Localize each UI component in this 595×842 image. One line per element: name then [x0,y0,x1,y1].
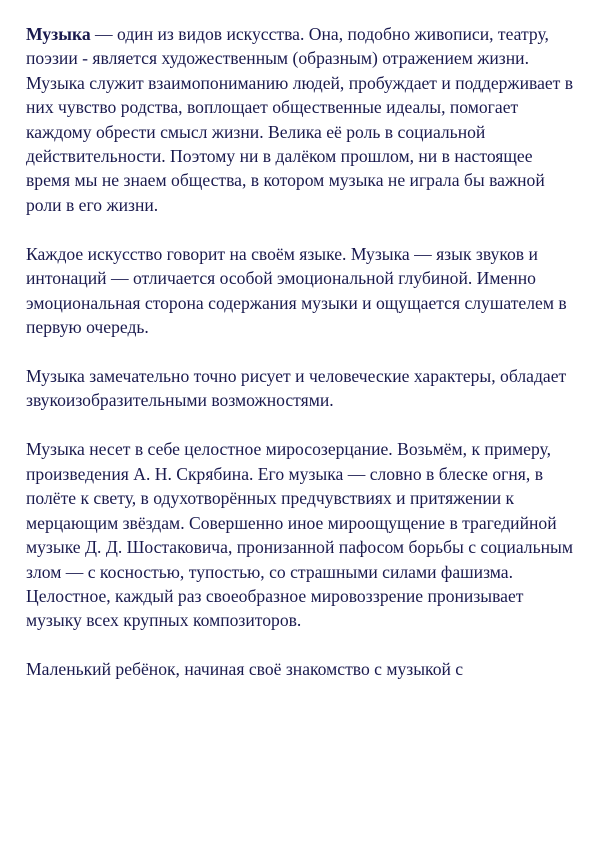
document-page [26,22,576,706]
paragraph-1 [26,22,576,217]
paragraph-1-text: — один из видов искусства. Она, подобно живописи, театру, поэзии - является художественным (образным) отражением жизни. Музыка служит взаимопониманию людей, пробуждает и поддерживает в них чувство родства, воплощает общественные идеалы, помогает каждому обрести смысл жизни. Велика её роль в социальной действительности. Поэтому ни в далёком прошлом, ни в настоящее время мы не знаем общества, в котором музыка не играла бы важной роли в его жизни. [26,24,574,215]
paragraph-1-lead-term: Музыка [26,24,91,44]
paragraph-5: Маленький ребёнок, начиная своё знакомство с музыкой с [26,659,464,680]
paragraph-4: Музыка несет в себе целостное миросозерцание. Возьмём, к примеру, произведения А. Н. Скрябина. Его музыка — словно в блеске огня, в полёте к свету, в одухотворённых предчувствиях и притяжении к мерцающим звёздам. Совершенно иное мироощущение в трагедийной музыке Д. Д. Шостаковича, пронизанной пафосом борьбы с социальным злом — с косностью, тупостью, со страшными силами фашизма. Целостное, каждый раз своеобразное мировоззрение пронизывает музыку всех крупных композиторов. [26,439,573,631]
paragraph-3: Музыка замечательно точно рисует и человеческие характеры, обладает звукоизобразительными возможностями. [26,366,567,411]
paragraph-2: Каждое искусство говорит на своём языке. Музыка — язык звуков и интонаций — отличается особой эмоциональной глубиной. Именно эмоциональная сторона содержания музыки и ощущается слушателем в первую очередь. [26,243,567,338]
